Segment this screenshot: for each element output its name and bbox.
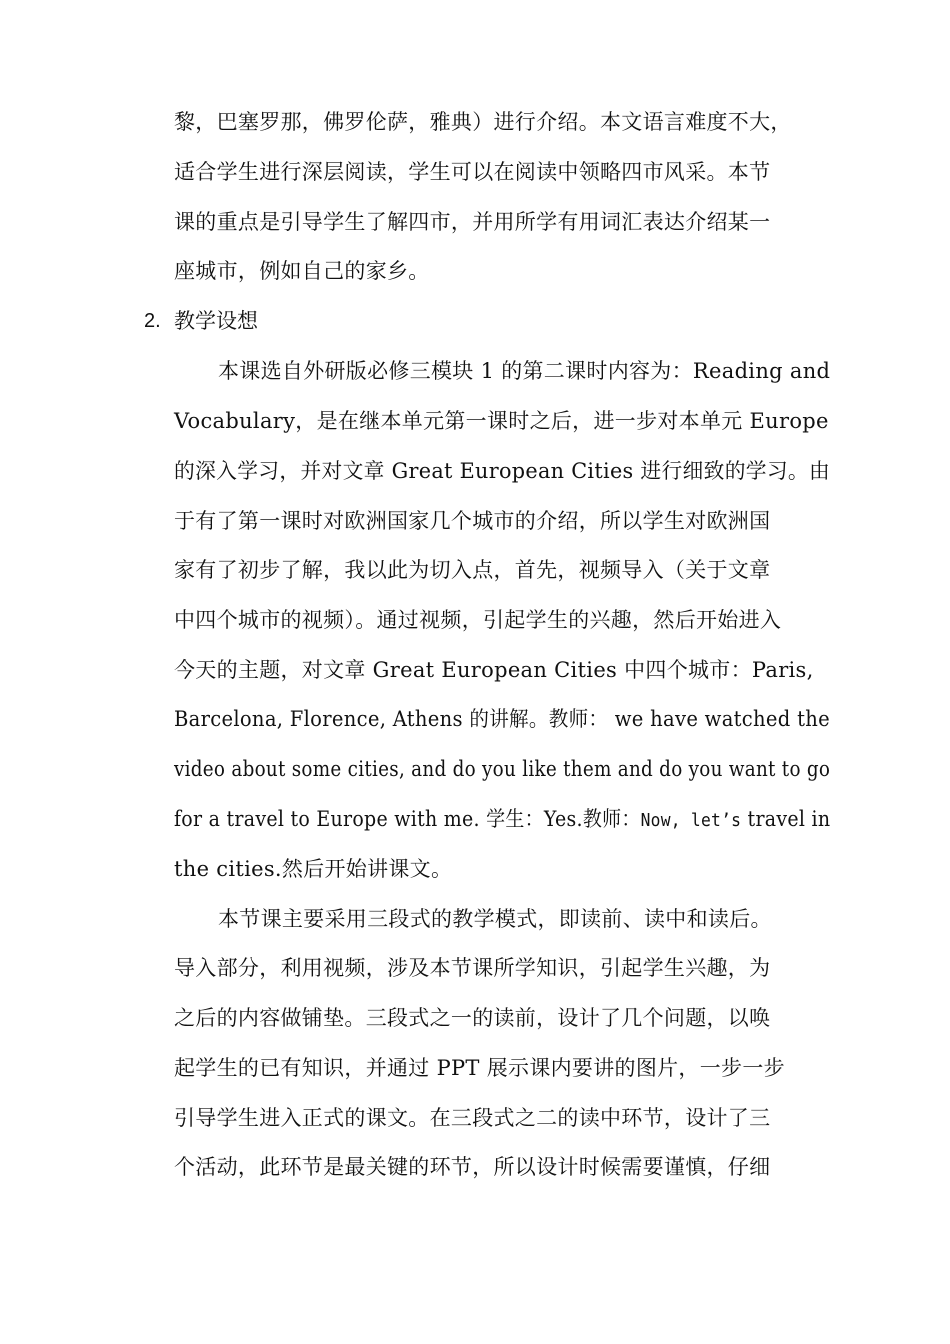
text-line: 座城市，例如自己的家乡。 — [174, 259, 430, 283]
text-line: 中四个城市的视频）。通过视频，引起学生的兴趣，然后开始进入 — [174, 608, 782, 632]
text-segment: travel in — [747, 807, 831, 831]
text-line: 引导学生进入正式的课文。在三段式之二的读中环节，设计了三 — [174, 1106, 771, 1130]
section-title: 教学设想 — [174, 309, 258, 333]
text-line: 导入部分，利用视频，涉及本节课所学知识，引起学生兴趣，为 — [174, 956, 771, 980]
text-line: 的深入学习，并对文章 Great European Cities 进行细致的学习。由 — [174, 459, 831, 483]
text-line-mixed — [174, 805, 830, 835]
text-line: 适合学生进行深层阅读，学生可以在阅读中领略四市风采。本节 — [174, 160, 771, 184]
text-line: 于有了第一课时对欧洲国家几个城市的介绍，所以学生对欧洲国 — [174, 509, 771, 533]
text-segment: for a travel to Europe with me. 学生：Yes.教师： — [174, 807, 641, 831]
text-line: Barcelona, Florence, Athens 的讲解。教师： we have watched the — [174, 707, 830, 731]
text-line: 个活动，此环节是最关键的环节，所以设计时候需要谨慎，仔细 — [174, 1155, 771, 1179]
text-line: 起学生的已有知识，并通过 PPT 展示课内要讲的图片，一步一步 — [174, 1056, 785, 1080]
text-line: 之后的内容做铺垫。三段式之一的读前，设计了几个问题，以唤 — [174, 1006, 771, 1030]
text-line: the cities.然后开始讲课文。 — [174, 857, 453, 881]
text-line: 家有了初步了解，我以此为切入点，首先，视频导入（关于文章 — [174, 558, 771, 582]
text-line: Vocabulary，是在继本单元第一课时之后，进一步对本单元 Europe — [174, 409, 829, 433]
text-line: 本课选自外研版必修三模块 1 的第二课时内容为：Reading and — [218, 359, 831, 383]
text-line: 黎，巴塞罗那，佛罗伦萨，雅典）进行介绍。本文语言难度不大， — [174, 110, 792, 134]
text-line: 今天的主题，对文章 Great European Cities 中四个城市：Paris, — [174, 658, 814, 682]
text-line: video about some cities, and do you like them and do you want to go — [174, 757, 831, 781]
text-segment-mono: Now, let’s — [640, 810, 742, 831]
section-number: 2. — [144, 310, 161, 332]
text-line: 本节课主要采用三段式的教学模式，即读前、读中和读后。 — [218, 907, 772, 931]
text-line: 课的重点是引导学生了解四市，并用所学有用词汇表达介绍某一 — [174, 210, 771, 234]
